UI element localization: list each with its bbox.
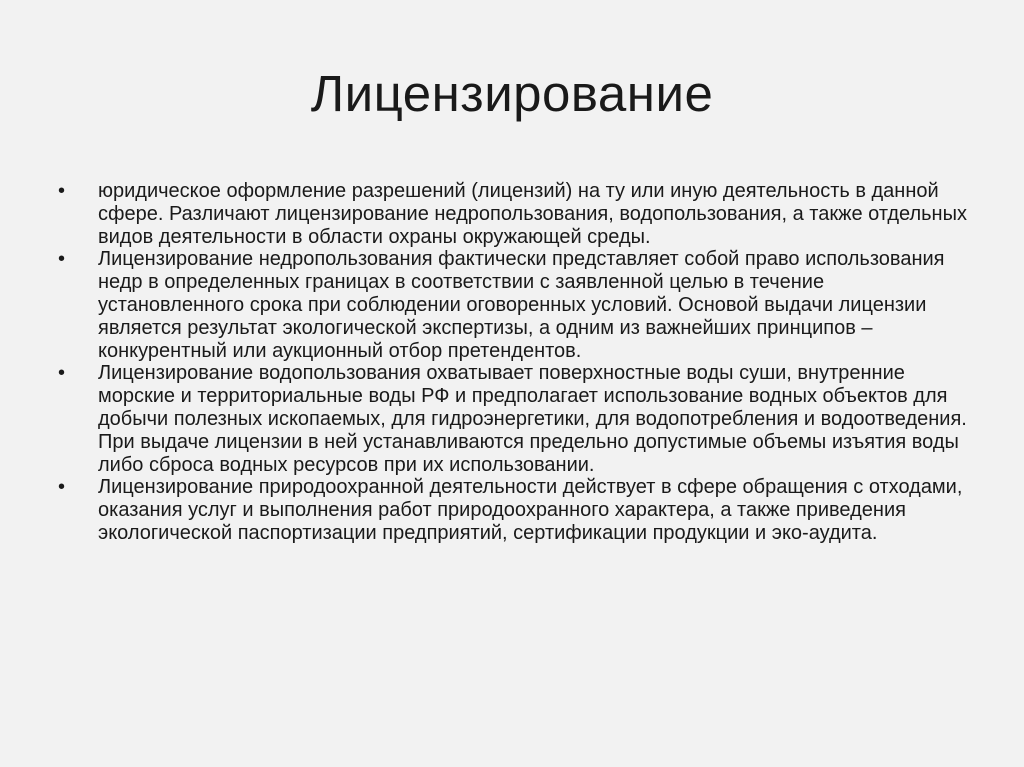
slide-title: Лицензирование: [310, 65, 714, 122]
bullet-text: Лицензирование природоохранной деятельности действует в сфере обращения с отходами, оказания услуг и выполнения работ природоохранного характера, а также приведения экологической паспортизации предприятий, сертификации продукции и эко-аудита.: [98, 476, 963, 544]
bullet-item-licensing-definition: [58, 180, 970, 248]
bullet-text: Лицензирование водопользования охватывает поверхностные воды суши, внутренние морские и территориальные воды РФ и предполагает использование водных объектов для добычи полезных ископаемых, для гидроэнергетики, для водопотребления и водоотведения. При выдаче лицензии в ней устанавливаются предельно допустимые объемы изъятия воды либо сброса водных ресурсов при их использовании.: [98, 362, 967, 476]
bullet-icon: •: [58, 248, 66, 271]
bullet-icon: •: [58, 476, 66, 499]
bullet-icon: •: [58, 180, 66, 202]
bullet-text: юридическое оформление разрешений (лицензий) на ту или иную деятельность в данной сфере. Различают лицензирование недропользования, водопользования, а также отдельных видов деятельности в области охраны окружающей среды.: [98, 180, 967, 248]
bullet-text: Лицензирование недропользования фактически представляет собой право использования недр в определенных границах в соответствии с заявленной целью в течение установленного срока при соблюдении оговоренных условий. Основой выдачи лицензии является результат экологической экспертизы, а одним из важнейших принципов – конкурентный или аукционный отбор претендентов.: [98, 248, 945, 362]
bullet-item-water-licensing: [58, 362, 970, 476]
bullet-icon: •: [58, 362, 66, 385]
bullet-item-subsoil-licensing: [58, 248, 970, 362]
bullet-item-environmental-licensing: [58, 476, 970, 544]
bullet-list: [58, 180, 970, 545]
